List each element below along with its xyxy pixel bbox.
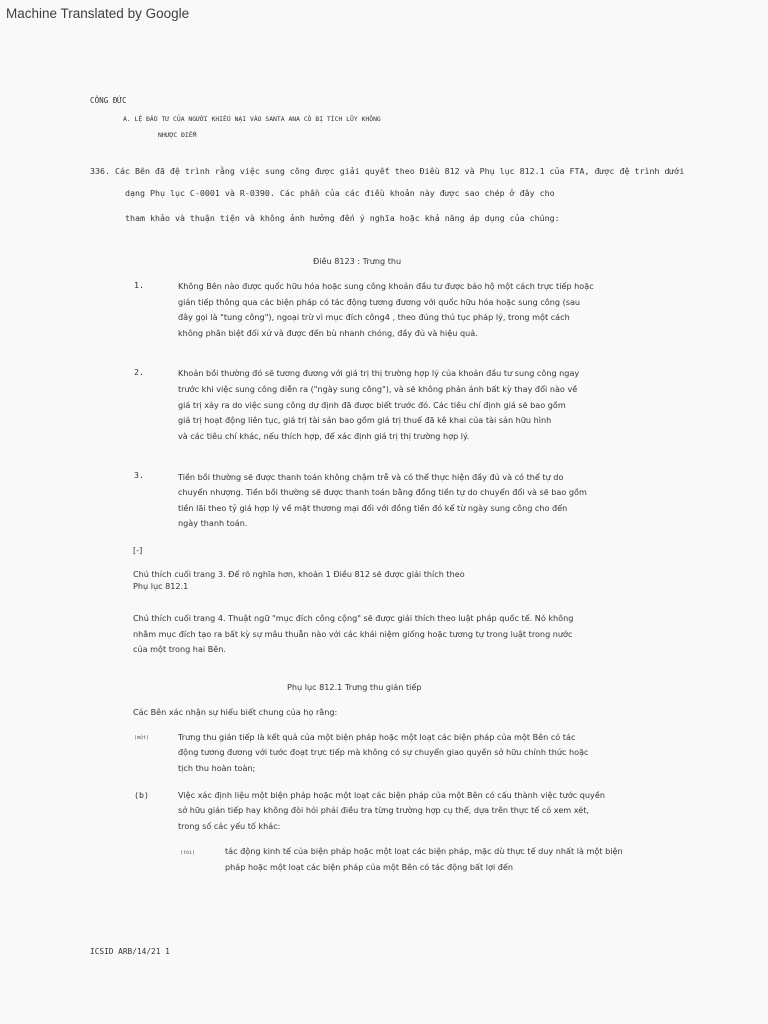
page-footer: ICSID ARB/14/21 1 [90, 947, 170, 956]
annex-item-a-line-3: tịch thu hoàn toàn; [178, 763, 256, 773]
section-title: CÔNG ĐỨC [90, 96, 127, 105]
annex-item-b-line-3: trong số các yếu tố khác: [178, 821, 281, 831]
annex-item-a-label: (một) [134, 735, 150, 741]
annex-heading: Phụ lục 812.1 Trưng thu gián tiếp [287, 682, 422, 692]
footnote-4-line-2: nhằm mục đích tạo ra bất kỳ sự mâu thuẫn nào với các khái niệm giống hoặc tương tự trong luật trong nước [133, 629, 573, 639]
item-3-line-1: Tiền bồi thường sẽ được thanh toán không chậm trễ và có thể thực hiện đầy đủ và có thể tự do [178, 472, 564, 482]
translation-banner: Machine Translated by Google [6, 6, 190, 21]
para-336-line-2: dạng Phụ lục C-0001 và R-0390. Các phần của các điều khoản này được sao chép ở đây cho [125, 188, 555, 198]
sub-item-label: (tôi) [180, 850, 196, 856]
section-subtitle-line-2: NHƯỢC ĐIỂM [158, 131, 197, 139]
item-1-number: 1. [134, 280, 144, 290]
omission-marker: [-] [133, 545, 143, 555]
item-2-line-5: và các tiêu chí khác, nếu thích hợp, để xác định giá trị thị trường hợp lý. [178, 431, 470, 441]
sub-item-line-2: pháp hoặc một loạt các biện pháp của một Bên có tác động bất lợi đến [225, 862, 514, 872]
item-1-line-4: không phân biệt đối xử và được đền bù nhanh chóng, đầy đủ và hiệu quả. [178, 328, 478, 338]
item-2-line-1: Khoản bồi thường đó sẽ tương đương với giá trị thị trường hợp lý của khoản đầu tư sung công ngay [178, 368, 580, 378]
annex-item-b-line-2: sở hữu gián tiếp hay không đòi hỏi phải điều tra từng trường hợp cụ thể, dựa trên thực tế có xem xét, [178, 805, 590, 815]
footnote-3-line-2: Phụ lục 812.1 [133, 581, 189, 591]
para-336-line-3: tham khảo và thuận tiện và không ảnh hưởng đến ý nghĩa hoặc khả năng áp dụng của chúng: [125, 213, 560, 223]
footnote-4-line-1: Chú thích cuối trang 4. Thuật ngữ "mục đích công cộng" sẽ được giải thích theo luật pháp quốc tế. Nó không [133, 613, 574, 623]
item-2-line-2: trước khi việc sung công diễn ra ("ngày sung công"), và sẽ không phản ánh bất kỳ thay đổi nào về [178, 384, 578, 394]
item-2-line-4: giá trị hoạt động liên tục, giá trị tài sản bao gồm giá trị thuế đã kê khai của tài sản hữu hình [178, 415, 552, 425]
annex-item-b-line-1: Việc xác định liệu một biện pháp hoặc một loạt các biện pháp của một Bên có cấu thành việc tước quyền [178, 790, 605, 800]
item-1-line-2: gián tiếp thông qua các biện pháp có tác động tương đương với quốc hữu hóa hoặc sung công (sau [178, 297, 581, 307]
annex-intro: Các Bên xác nhận sự hiểu biết chung của họ rằng: [133, 707, 338, 717]
item-1-line-1: Không Bên nào được quốc hữu hóa hoặc sung công khoản đầu tư được bảo hộ một cách trực tiếp hoặc [178, 281, 594, 291]
section-subtitle-line-1: A. LỆ ĐẦU TƯ CỦA NGƯỜI KHIẾU NẠI VÀO SANTA ANA CÓ BỊ TÍCH LŨY KHÔNG [123, 115, 381, 123]
item-3-line-3: tiền lãi theo tỷ giá hợp lý về mặt thương mại đối với đồng tiền đó kể từ ngày sung công cho đến [178, 503, 568, 513]
annex-item-a-line-2: động tương đương với tước đoạt trực tiếp mà không có sự chuyển giao quyền sở hữu chính thức hoặc [178, 747, 589, 757]
annex-item-b-label: (b) [134, 790, 149, 800]
item-2-number: 2. [134, 367, 144, 377]
footnote-4-line-3: của một trong hai Bên. [133, 644, 226, 654]
item-1-line-3: đây gọi là "tung công"), ngoại trừ vì mục đích công4 , theo đúng thủ tục pháp lý, trong một cách [178, 312, 570, 322]
item-3-number: 3. [134, 470, 144, 480]
item-3-line-2: chuyển nhượng. Tiền bồi thường sẽ được thanh toán bằng đồng tiền tự do chuyển đổi và sẽ bao gồm [178, 487, 587, 497]
item-3-line-4: ngày thanh toán. [178, 518, 248, 528]
article-heading: Điều 8123 : Trưng thu [313, 256, 402, 266]
item-2-line-3: giá trị xảy ra do việc sung công dự định đã được biết trước đó. Các tiêu chí định giá sẽ bao gồm [178, 400, 566, 410]
annex-item-a-line-1: Trưng thu gián tiếp là kết quả của một biện pháp hoặc một loạt các biện pháp của một Bên có tác [178, 732, 576, 742]
sub-item-line-1: tác động kinh tế của biện pháp hoặc một loạt các biện pháp, mặc dù thực tế duy nhất là một biện [225, 846, 623, 856]
footnote-3-line-1: Chú thích cuối trang 3. Để rõ nghĩa hơn, khoản 1 Điều 812 sẽ được giải thích theo [133, 569, 465, 579]
para-336-line-1: 336. Các Bên đã đệ trình rằng việc sung công được giải quyết theo Điều 812 và Phụ lục 812.1 của FTA, được đệ trình dưới [90, 166, 685, 176]
